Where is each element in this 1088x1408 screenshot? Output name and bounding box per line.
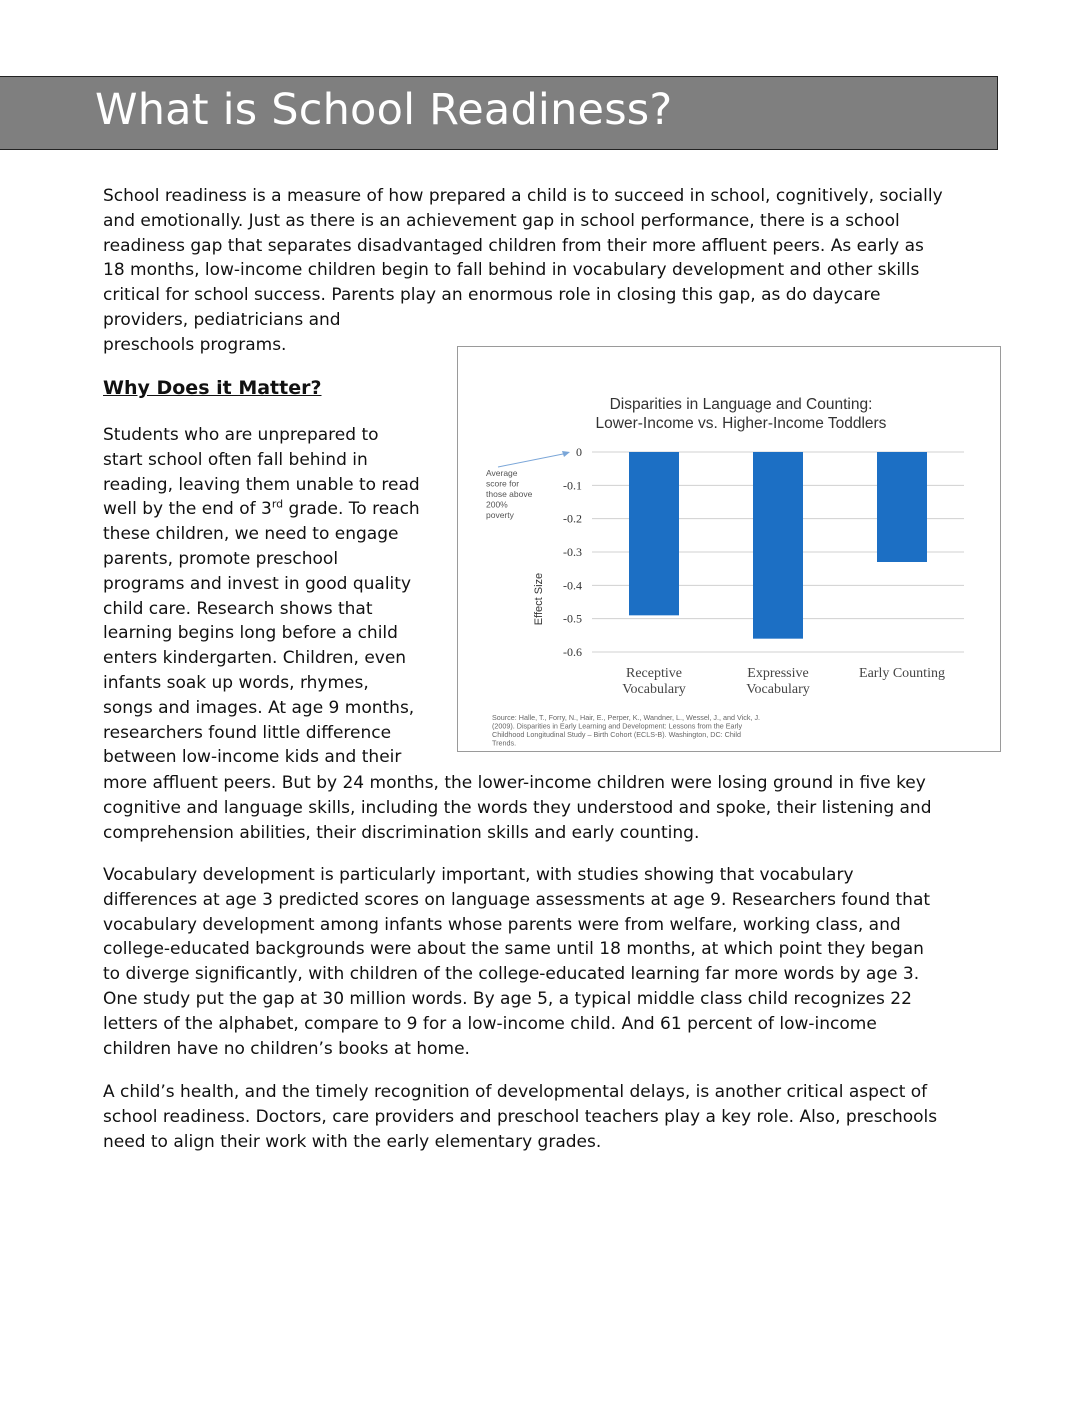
y-tick-label: -0.1 <box>563 478 582 493</box>
text-line: these children, we need to engage <box>103 524 399 545</box>
text-fragment: well by the end of 3 <box>103 499 272 520</box>
text-line: vocabulary development among infants whose parents were from welfare, working class, and <box>103 914 901 935</box>
text-line: need to align their work with the early elementary grades. <box>103 1131 602 1152</box>
why-paragraph <box>103 423 448 770</box>
x-category-label: Vocabulary <box>622 682 686 697</box>
text-line <box>103 497 448 522</box>
text-line: songs and images. At age 9 months, <box>103 697 415 718</box>
superscript: rd <box>271 497 284 511</box>
bar-chart <box>458 347 1002 753</box>
annotation-text: 200% <box>486 499 508 510</box>
text-line: reading, leaving them unable to read <box>103 474 420 495</box>
y-tick-label: -0.3 <box>563 545 582 559</box>
text-line: school readiness. Doctors, care providers and preschool teachers play a key role. Also, preschools <box>103 1106 938 1127</box>
text-line: between low-income kids and their <box>103 747 402 768</box>
text-line: cognitive and language skills, including the words they understood and spoke, their listening and <box>103 797 932 818</box>
health-paragraph <box>103 1080 993 1154</box>
text-line: learning begins long before a child <box>103 623 398 644</box>
y-tick-label: -0.4 <box>563 578 582 593</box>
text-line: infants soak up words, rhymes, <box>103 672 369 693</box>
text-line: 18 months, low-income children begin to fall behind in vocabulary development and other skills <box>103 260 920 281</box>
text-line: preschools programs. <box>103 334 287 355</box>
text-line: Vocabulary development is particularly important, with studies showing that vocabulary <box>103 865 854 885</box>
x-category-label: Expressive <box>747 666 809 681</box>
section-heading: Why Does it Matter? <box>103 377 322 399</box>
chart-title-line: Disparities in Language and Counting: <box>609 396 873 413</box>
why-paragraph-continued <box>103 771 993 845</box>
text-line: child care. Research shows that <box>103 598 373 619</box>
text-line: letters of the alphabet, compare to 9 for a low-income child. And 61 percent of low-income <box>103 1013 877 1034</box>
y-axis-label: Effect Size <box>533 572 545 626</box>
text-line: enters kindergarten. Children, even <box>103 648 407 669</box>
annotation-text: poverty <box>486 510 514 520</box>
chart-figure <box>457 346 1001 752</box>
y-tick-label: 0 <box>576 445 582 459</box>
vocabulary-paragraph <box>103 863 993 1061</box>
text-line: college-educated backgrounds were about the same until 18 months, at which point they began <box>103 939 924 960</box>
source-citation-line: (2009). Disparities in Early Learning and Development: Lessons from the Early <box>492 721 743 731</box>
text-line: readiness gap that separates disadvantaged children from their more affluent peers. As early as <box>103 235 924 256</box>
text-line: providers, pediatricians and <box>103 309 341 330</box>
page-title: What is School Readiness? <box>95 85 673 135</box>
text-line: One study put the gap at 30 million words. By age 5, a typical middle class child recognizes 22 <box>103 988 912 1009</box>
text-line: start school often fall behind in <box>103 449 368 470</box>
annotation-arrow <box>498 453 568 467</box>
text-line: and emotionally. Just as there is an achievement gap in school performance, there is a school <box>103 210 900 231</box>
text-line: comprehension abilities, their discrimination skills and early counting. <box>103 822 700 843</box>
annotation-text: those above <box>486 489 533 499</box>
bar <box>753 452 803 639</box>
annotation-text: Average <box>486 468 518 478</box>
text-line: to diverge significantly, with children of the college-educated learning far more words by age 3. <box>103 964 920 985</box>
text-line: programs and invest in good quality <box>103 573 412 594</box>
title-banner <box>0 76 998 150</box>
y-tick-label: -0.6 <box>563 645 582 659</box>
x-category-label: Vocabulary <box>746 682 810 697</box>
chart-title-line: Lower-Income vs. Higher-Income Toddlers <box>595 415 887 432</box>
text-fragment: grade. To reach <box>283 499 420 520</box>
text-line: A child’s health, and the timely recognition of developmental delays, is another critical aspect of <box>103 1082 928 1102</box>
text-line: researchers found little difference <box>103 722 392 743</box>
x-category-label: Early Counting <box>859 666 945 681</box>
source-citation-line: Source: Halle, T., Forry, N., Hair, E., Perper, K., Wandner, L., Wessel, J., and Vick, J. <box>492 713 761 722</box>
arrow-head-icon <box>562 451 570 457</box>
intro-paragraph <box>103 184 993 358</box>
text-line: differences at age 3 predicted scores on language assessments at age 9. Researchers found that <box>103 889 931 910</box>
y-tick-label: -0.2 <box>563 511 582 526</box>
text-line: parents, promote preschool <box>103 548 339 569</box>
text-line: more affluent peers. But by 24 months, the lower-income children were losing ground in five key <box>103 773 926 793</box>
source-citation-line: Trends. <box>492 738 517 748</box>
y-tick-label: -0.5 <box>563 611 582 626</box>
source-citation-line: Childhood Longitudinal Study – Birth Cohort (ECLS-B). Washington, DC: Child <box>492 730 742 739</box>
annotation-text: score for <box>486 478 520 489</box>
text-line: School readiness is a measure of how prepared a child is to succeed in school, cognitively, socially <box>103 186 943 206</box>
x-category-label: Receptive <box>626 666 682 681</box>
text-line: children have no children’s books at home. <box>103 1038 470 1059</box>
text-line: Students who are unprepared to <box>103 425 379 445</box>
bar <box>629 452 679 615</box>
bar <box>877 452 927 562</box>
text-line: critical for school success. Parents play an enormous role in closing this gap, as do daycare <box>103 285 881 306</box>
